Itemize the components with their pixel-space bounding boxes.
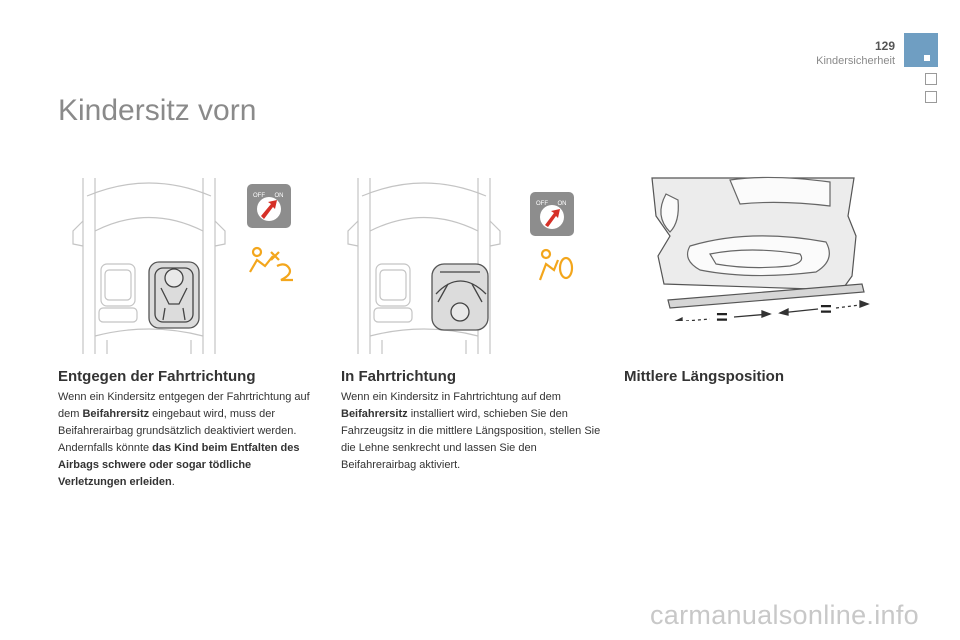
airbag-deactivated-icon [250, 248, 293, 280]
heading-middle-position: Mittlere Längsposition [624, 368, 785, 385]
heading-forward-facing: In Fahrtrichtung [341, 368, 456, 385]
measure-equal-right: = [820, 299, 832, 321]
chapter-title: Kindersicherheit [816, 55, 895, 67]
illustration-seat-position [630, 176, 875, 321]
illustration-forward-facing [340, 176, 590, 356]
chapter-tab-2[interactable] [925, 73, 937, 85]
svg-text:OFF: OFF [253, 193, 265, 199]
measure-equal-left: = [716, 307, 728, 321]
page-title: Kindersitz vorn [58, 94, 257, 127]
text-rear-facing: Wenn ein Kindersitz entgegen der Fahrtrichtung auf dem Beifahrersitz eingebaut wird, muss der Beifahrerairbag grundsätzlich deaktiviert werden. Andernfalls könnte das Kind beim Entfalten des Airbags schwere oder sogar tödliche Verletzungen erleiden. [58, 391, 310, 488]
chapter-tab-active[interactable] [904, 33, 938, 67]
svg-text:ON: ON [557, 201, 567, 207]
text-forward-facing: Wenn ein Kindersitz in Fahrtrichtung auf dem Beifahrersitz installiert wird, schieben Sie den Fahrzeugsitz in die mittlere Längsposition, stellen Sie die Lehne senkrecht und lassen Sie den Beifahrerairbag aktiviert. [341, 391, 601, 471]
svg-text:ON: ON [274, 193, 284, 199]
airbag-switch-off-icon [247, 184, 291, 228]
svg-text:OFF: OFF [536, 201, 548, 207]
airbag-active-icon [540, 250, 572, 280]
page-number: 129 [874, 39, 895, 53]
chapter-tab-3[interactable] [925, 91, 937, 103]
illustration-rear-facing [65, 176, 305, 356]
tab-marker [924, 55, 930, 61]
heading-rear-facing: Entgegen der Fahrtrichtung [58, 368, 256, 385]
watermark: carmanualsonline.info [650, 600, 919, 630]
airbag-switch-on-icon [530, 192, 574, 236]
